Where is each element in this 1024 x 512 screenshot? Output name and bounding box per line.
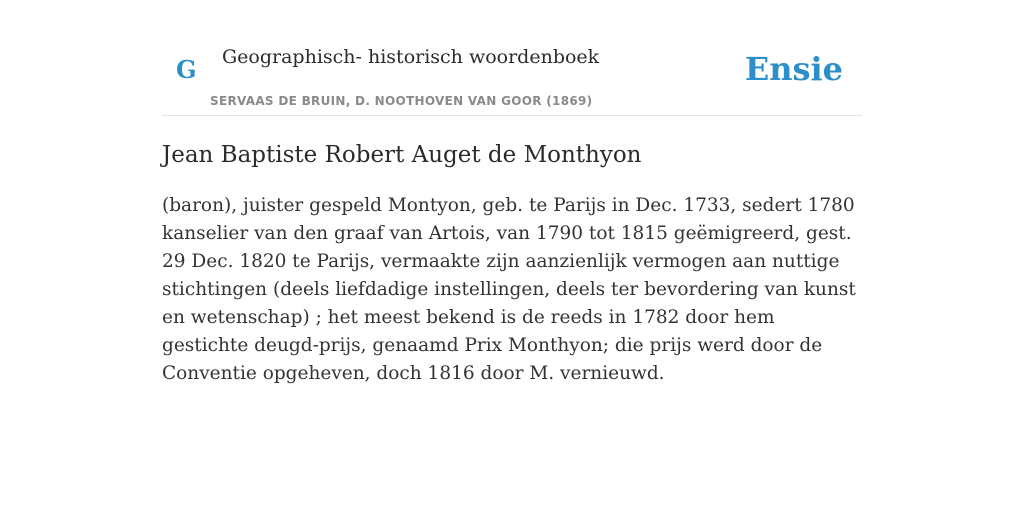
book-title-link[interactable]: Geographisch- historisch woordenboek <box>222 46 600 68</box>
ensie-logo[interactable]: Ensie <box>744 50 843 88</box>
entry-title: Jean Baptiste Robert Auget de Monthyon <box>162 142 642 168</box>
page-container <box>162 0 862 384</box>
entry-body: (baron), juister gespeld Montyon, geb. te Parijs in Dec. 1733, sedert 1780 kanselier van den graaf van Artois, van 1790 tot 1815 geëmigreerd, gest. 29 Dec. 1820 te Parijs, vermaakte zijn aanzienlijk vermogen aan nuttige stichtingen (deels liefdadige instellingen, deels ter bevordering van kunst en wetenschap) ; het meest bekend is de reeds in 1782 door hem gestichte deugd-prijs, genaamd Prix Monthyon; die prijs werd door de Conventie opgeheven, doch 1816 door M. vernieuwd. <box>162 195 856 384</box>
book-letter-icon[interactable]: G <box>176 55 197 84</box>
book-authors: SERVAAS DE BRUIN, D. NOOTHOVEN VAN GOOR (1869) <box>210 94 593 108</box>
book-header <box>162 0 862 116</box>
